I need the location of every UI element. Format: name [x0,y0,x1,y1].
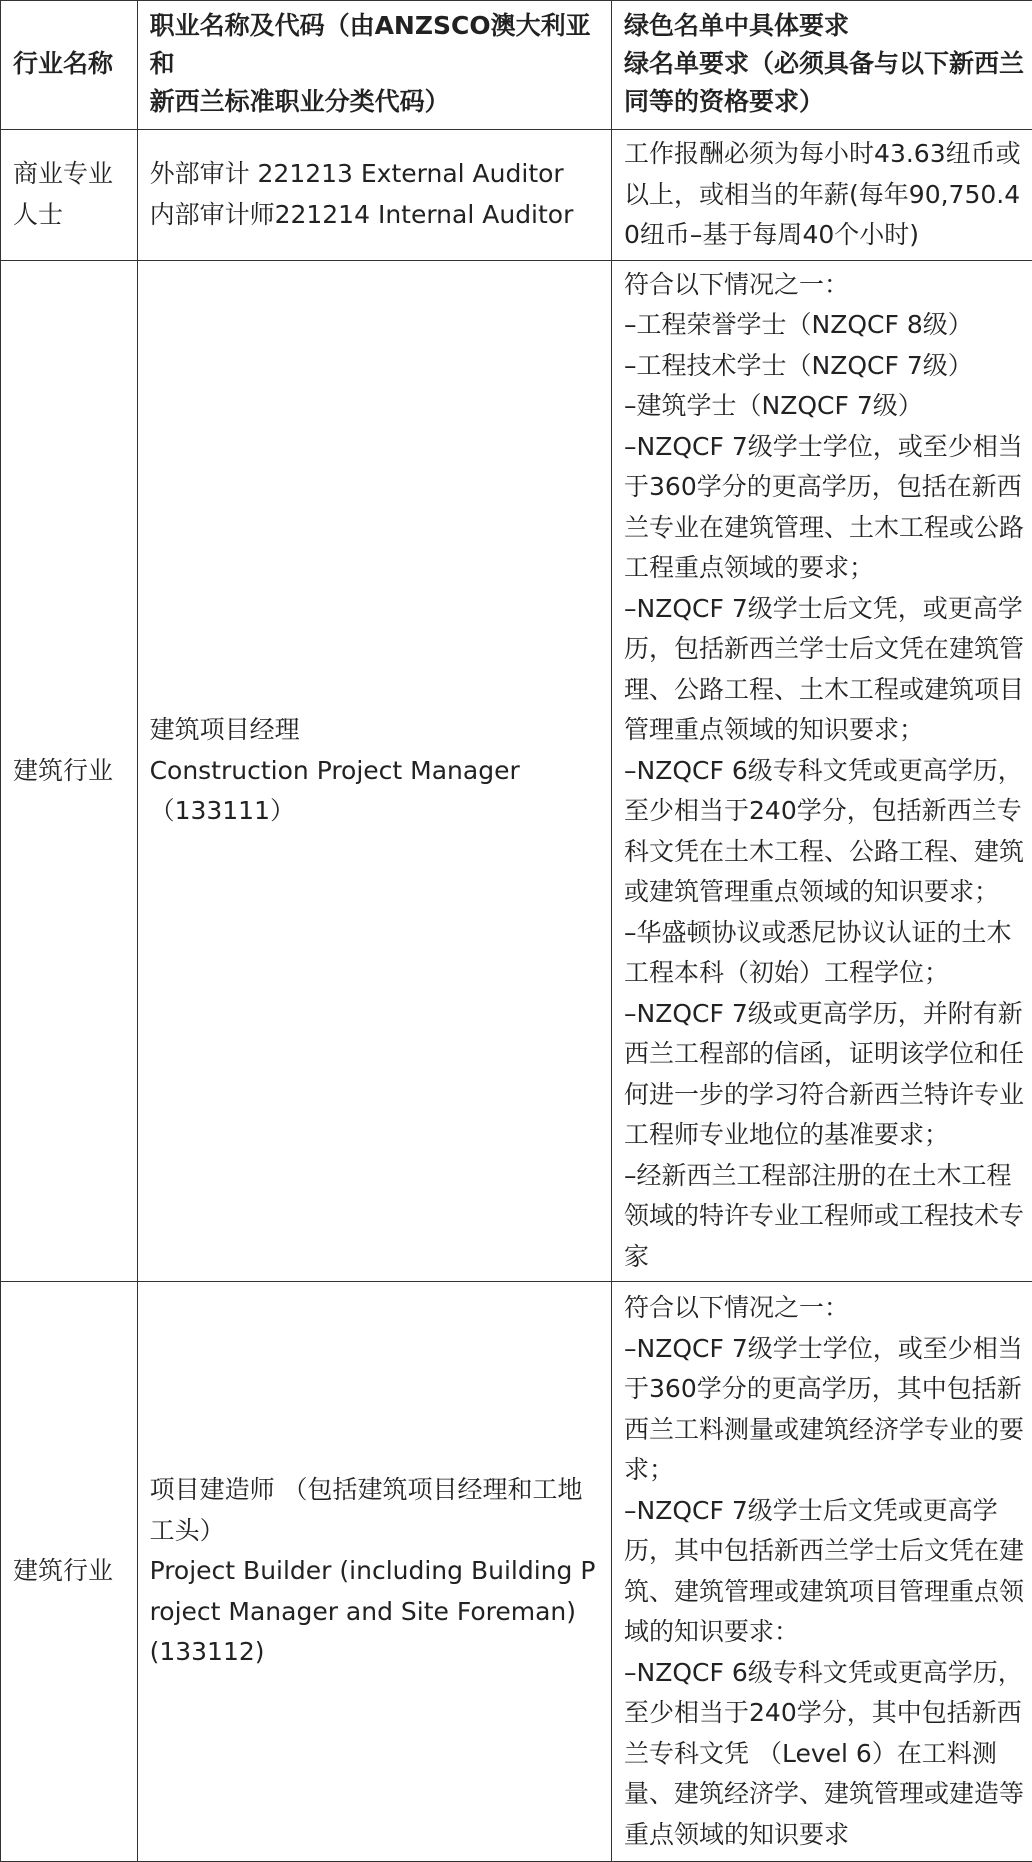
occupation-line: 外部审计 221213 External Auditor [150,154,599,195]
cell-industry [1,130,138,261]
requirement-line: 符合以下情况之一： [624,265,1027,306]
requirement-line: –NZQCF 7级学士后文凭，或更高学历，包括新西兰学士后文凭在建筑管理、公路工程、土木工程或建筑项目管理重点领域的知识要求； [624,589,1027,751]
requirement-line: 符合以下情况之一： [624,1288,1027,1329]
requirement-line: –华盛顿协议或悉尼协议认证的土木工程本科（初始）工程学位； [624,913,1027,994]
occupation-line: Construction Project Manager [150,751,599,792]
table-row [1,130,1032,261]
industry-label: 建筑行业 [13,1556,113,1585]
requirement-line: –经新西兰工程部注册的在土木工程领域的特许专业工程师或工程技术专家 [624,1156,1027,1278]
requirement-line: –NZQCF 6级专科文凭或更高学历，至少相当于240学分，其中包括新西兰专科文凭 （Level 6）在工料测量、建筑经济学、建筑管理或建造等重点领域的知识要求 [624,1653,1027,1856]
requirement-line: –工程技术学士（NZQCF 7级） [624,346,1027,387]
occupation-line: 项目建造师 （包括建筑项目经理和工地工头） [150,1470,599,1551]
requirement-line: –NZQCF 7级学士学位，或至少相当于360学分的更高学历，包括在新西兰专业在建筑管理、土木工程或公路工程重点领域的要求； [624,427,1027,589]
requirement-line: 工作报酬必须为每小时43.63纽币或以上，或相当的年薪(每年90,750.40纽币–基于每周40个小时) [624,134,1027,256]
cell-occupation [137,1282,611,1862]
requirement-line: –NZQCF 7级学士学位，或至少相当于360学分的更高学历，其中包括新西兰工料测量或建筑经济学专业的要求； [624,1329,1027,1491]
occupation-line: （133111） [150,791,599,832]
industry-label: 建筑行业 [13,756,113,785]
requirement-line: –NZQCF 7级或更高学历，并附有新西兰工程部的信函，证明该学位和任何进一步的学习符合新西兰特许专业工程师专业地位的基准要求； [624,994,1027,1156]
cell-industry [1,1282,138,1862]
cell-occupation [137,130,611,261]
occupation-line: 内部审计师221214 Internal Auditor [150,195,599,236]
header-occupation-label: 职业名称及代码（由ANZSCO澳大利亚和 新西兰标准职业分类代码） [150,11,591,116]
header-requirements [612,1,1032,130]
occupation-line: 建筑项目经理 [150,710,599,751]
header-requirements-label: 绿色名单中具体要求 绿名单要求（必须具备与以下新西兰同等的资格要求） [624,11,1024,116]
occupation-line: (133112) [150,1632,599,1673]
requirement-line: –建筑学士（NZQCF 7级） [624,386,1027,427]
cell-requirements [612,260,1032,1282]
cell-occupation [137,260,611,1282]
header-industry [1,1,138,130]
requirement-line: –工程荣誉学士（NZQCF 8级） [624,305,1027,346]
cell-industry [1,260,138,1282]
cell-requirements [612,130,1032,261]
cell-requirements [612,1282,1032,1862]
header-industry-label: 行业名称 [13,49,113,78]
industry-label: 商业专业人士 [13,159,113,229]
occupation-line: Project Builder (including Building Project Manager and Site Foreman) [150,1551,599,1632]
requirement-line: –NZQCF 6级专科文凭或更高学历，至少相当于240学分，包括新西兰专科文凭在土木工程、公路工程、建筑或建筑管理重点领域的知识要求； [624,751,1027,913]
header-occupation [137,1,611,130]
table-row [1,1282,1032,1862]
table-header-row [1,1,1032,130]
requirement-line: –NZQCF 7级学士后文凭或更高学历，其中包括新西兰学士后文凭在建筑、建筑管理或建筑项目管理重点领域的知识要求： [624,1491,1027,1653]
table-row [1,260,1032,1282]
